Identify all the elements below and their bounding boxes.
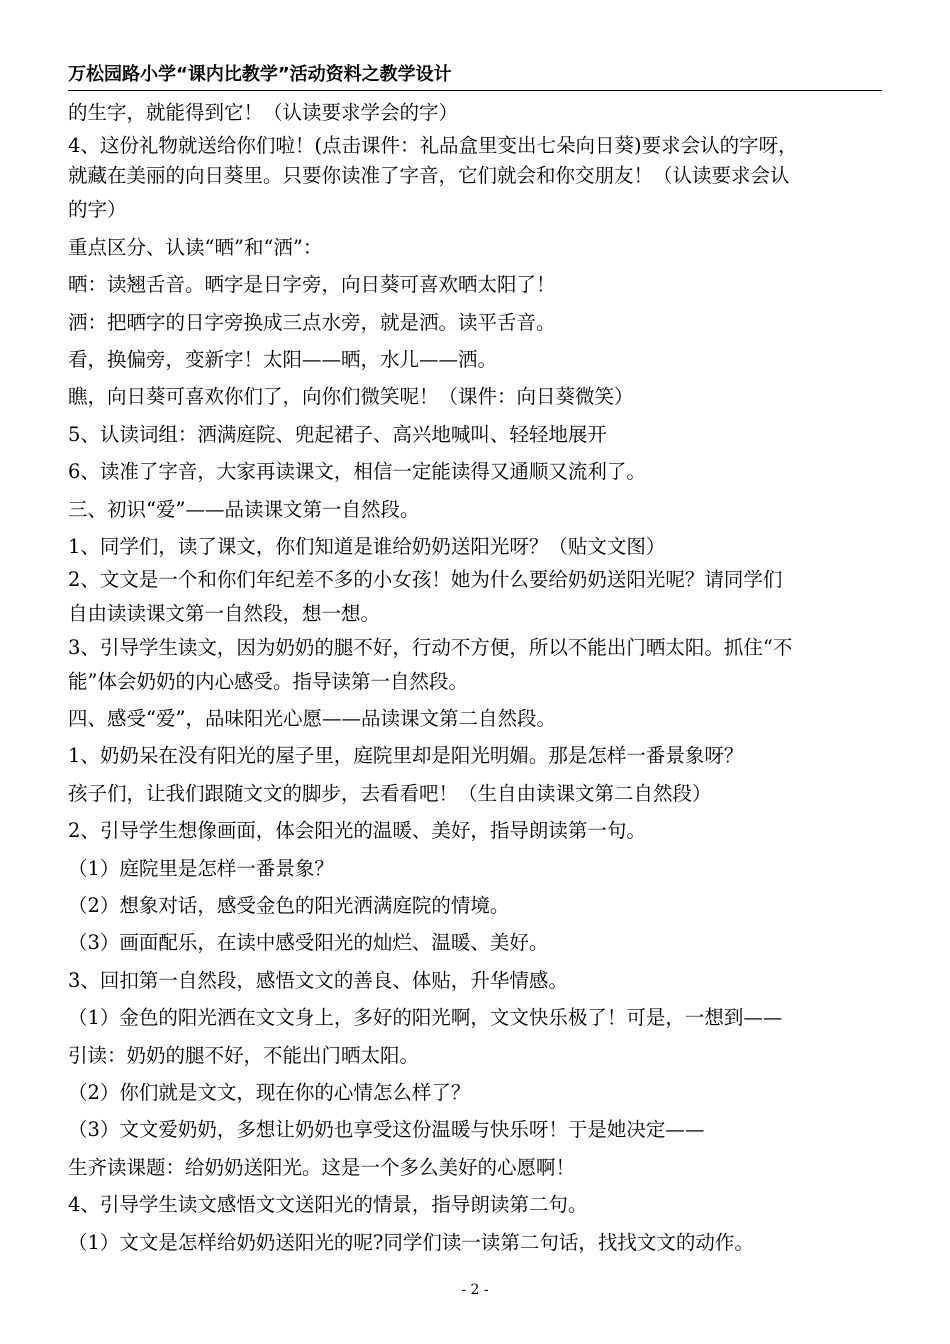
text-line: 2、引导学生想像画面，体会阳光的温暖、美好，指导朗读第一句。	[68, 819, 646, 843]
text-line: （1）庭院里是怎样一番景象？	[68, 856, 334, 880]
page-header	[68, 62, 882, 91]
text-line: 就藏在美丽的向日葵里。只要你读准了字音，它们就会和你交朋友！（认读要求会认	[68, 164, 790, 188]
text-line: 5、认读词组：洒满庭院、兜起裙子、高兴地喊叫、轻轻地展开	[68, 422, 607, 446]
text-line: （2）想象对话，感受金色的阳光洒满庭院的情境。	[68, 894, 510, 918]
text-line: 生齐读课题：给奶奶送阳光。这是一个多么美好的心愿啊！	[68, 1155, 576, 1179]
text-line: （1）文文是怎样给奶奶送阳光的呢?同学们读一读第二句话，找找文文的动作。	[68, 1230, 754, 1254]
text-line: 重点区分、认读“晒”和“洒”：	[68, 235, 323, 259]
text-line: 看，换偏旁，变新字！太阳——晒，水儿——洒。	[68, 347, 498, 371]
text-line: 晒：读翘舌音。晒字是日字旁，向日葵可喜欢晒太阳了！	[68, 273, 556, 297]
header-title: 万松园路小学“课内比教学”活动资料之教学设计	[68, 64, 452, 85]
text-line: 4、引导学生读文感悟文文送阳光的情景，指导朗读第二句。	[68, 1193, 588, 1217]
text-line: 的字）	[68, 198, 127, 222]
text-line: 1、奶奶呆在没有阳光的屋子里，庭院里却是阳光明媚。那是怎样一番景象呀？	[68, 744, 744, 768]
text-line: 能”体会奶奶的内心感受。指导读第一自然段。	[68, 669, 468, 693]
text-line: 孩子们，让我们跟随文文的脚步，去看看吧！（生自由读课文第二自然段）	[68, 781, 712, 805]
text-line: 洒：把晒字的日字旁换成三点水旁，就是洒。读平舌音。	[68, 310, 556, 334]
text-line: （2）你们就是文文，现在你的心情怎么样了？	[68, 1080, 471, 1104]
text-line: 引读：奶奶的腿不好，不能出门晒太阳。	[68, 1043, 420, 1067]
text-line: 4、这份礼物就送给你们啦！(点击课件：礼品盒里变出七朵向日葵)要求会认的字呀，	[68, 134, 798, 158]
text-line: 的生字，就能得到它！（认读要求学会的字）	[68, 101, 459, 124]
text-line: 3、引导学生读文，因为奶奶的腿不好，行动不方便，所以不能出门晒太阳。抓住“不	[68, 635, 793, 659]
page-number: - 2 -	[461, 1282, 489, 1298]
document-body	[68, 94, 882, 1261]
text-line: 1、同学们，读了课文，你们知道是谁给奶奶送阳光呀？（贴文文图）	[68, 534, 666, 558]
text-line: （3）画面配乐，在读中感受阳光的灿烂、温暖、美好。	[68, 931, 549, 955]
text-line: 6、读准了字音，大家再读课文，相信一定能读得又通顺又流利了。	[68, 460, 646, 484]
text-line: 自由读读课文第一自然段，想一想。	[68, 602, 381, 626]
text-line: 3、回扣第一自然段，感悟文文的善良、体贴，升华情感。	[68, 968, 568, 992]
section-heading: 三、初识“爱”——品读课文第一自然段。	[68, 497, 420, 521]
text-line: （1）金色的阳光洒在文文身上，多好的阳光啊，文文快乐极了！可是，一想到——	[68, 1006, 783, 1030]
text-line: 2、文文是一个和你们年纪差不多的小女孩！她为什么要给奶奶送阳光呢？请同学们	[68, 568, 783, 592]
text-line: （3）文文爱奶奶，多想让奶奶也享受这份温暖与快乐呀！于是她决定——	[68, 1118, 705, 1142]
text-line: 瞧，向日葵可喜欢你们了，向你们微笑呢！（课件：向日葵微笑）	[68, 385, 634, 409]
section-heading: 四、感受“爱”，品味阳光心愿——品读课文第二自然段。	[68, 707, 556, 731]
